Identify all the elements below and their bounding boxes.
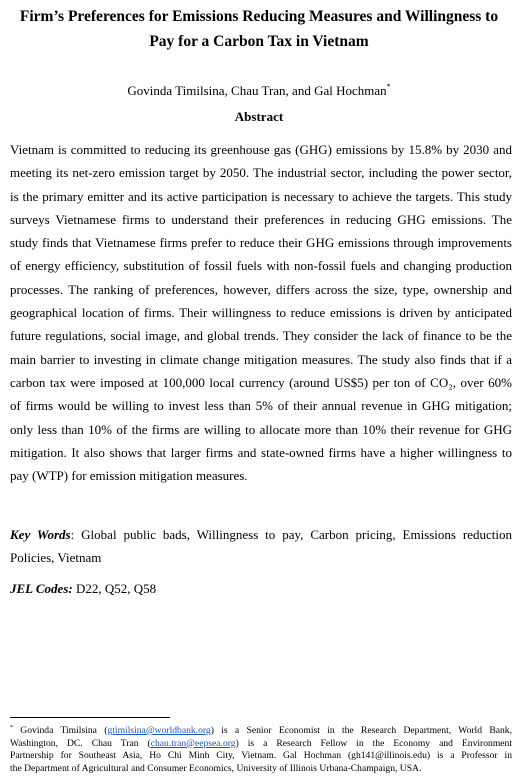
abstract-line: main barrier to investing in climate change mitigation measures. The study also finds that if a	[10, 351, 512, 367]
keywords-text-2: Policies, Vietnam	[10, 550, 102, 565]
abstract-line: future regulations, social image, and global trends. They consider the lack of finance to be the	[10, 328, 512, 344]
jel-label: JEL Codes:	[10, 581, 73, 596]
keywords-section	[10, 523, 512, 569]
keywords-text-1: Global public bads, Willingness to pay, Carbon pricing, Emissions reduction	[81, 527, 512, 542]
paper-title-line-1: Firm’s Preferences for Emissions Reducing Measures and Willingness to	[19, 8, 499, 25]
footnote-text: Govinda Timilsina (	[13, 725, 108, 736]
keywords-separator: :	[70, 527, 82, 542]
abstract-line: geographical location of firms. Their willingness to reduce emissions is driven by anticipated	[10, 305, 512, 321]
keywords-line-1	[10, 523, 512, 546]
abstract-line: mitigation. It also shows that larger firms and state-owned firms have a higher willingness to	[10, 444, 512, 460]
author-footnote-mark[interactable]: *	[386, 82, 391, 91]
footnote-line-4: the Department of Agricultural and Consumer Economics, University of Illinois Urbana-Champaign, USA.	[10, 762, 422, 774]
footnote-line-1	[10, 725, 512, 738]
jel-codes: D22, Q52, Q58	[72, 581, 157, 596]
abstract-line: pay (WTP) for emission mitigation measures.	[10, 468, 248, 484]
footnote-line-2	[10, 738, 512, 751]
footnote-text: ) is a Research Fellow in the Economy and Environment	[235, 737, 513, 749]
author-footnote	[10, 725, 512, 775]
abstract-line: of energy efficiency, substitution of fossil fuels with non-fossil fuels and changing production	[10, 258, 512, 274]
abstract-line: Vietnam is committed to reducing its greenhouse gas (GHG) emissions by 15.8% by 2030 and	[10, 142, 512, 157]
footnote-text: Washington, DC. Chau Tran (	[10, 737, 151, 749]
email-link-tran[interactable]: chau.tran@eepsea.org	[150, 737, 236, 749]
footnote-divider	[10, 717, 170, 718]
keywords-label: Key Words	[10, 527, 71, 542]
paper-title	[10, 5, 508, 54]
author-names: Govinda Timilsina, Chau Tran, and Gal Hochman	[127, 83, 387, 98]
footnote-line-3: Partnership for Southeast Asia, Ho Chi Minh City, Vietnam. Gal Hochman (gh141@illinois.edu) is a Professor in	[10, 750, 512, 762]
author-list	[10, 82, 508, 100]
abstract-line: carbon tax were imposed at 100,000 local currency (around US$5) per ton of CO₂, over 60%	[10, 374, 512, 390]
abstract-line: is the primary emitter and its active participation is necessary to achieve the targets. This study	[10, 188, 512, 204]
abstract-line: processes. The ranking of preferences, however, differs across the size, type, ownership and	[10, 281, 512, 297]
abstract-body	[10, 138, 512, 487]
email-link-timilsina[interactable]: gtimilsina@worldbank.org	[107, 725, 211, 736]
abstract-line: surveys Vietnamese firms to understand their preferences in reducing GHG emissions. The	[10, 211, 512, 227]
abstract-line: study finds that Vietnamese firms prefer to reduce their GHG emissions through improvements	[10, 235, 512, 251]
footnote-text: ) is a Senior Economist in the Research Department, World Bank,	[210, 725, 512, 736]
footnote-mark: *	[10, 725, 13, 731]
abstract-heading: Abstract	[234, 109, 284, 124]
abstract-line: only less than 10% of the firms are willing to allocate more than 10% their revenue for GHG	[10, 421, 512, 437]
paper-title-line-2: Pay for a Carbon Tax in Vietnam	[149, 32, 369, 50]
abstract-line: meeting its net-zero emission target by 2050. The industrial sector, including the power sector,	[10, 165, 512, 181]
abstract-line: of firms would be willing to invest less than 5% of their annual revenue in GHG mitigation;	[10, 398, 512, 414]
jel-codes-section	[10, 577, 156, 600]
